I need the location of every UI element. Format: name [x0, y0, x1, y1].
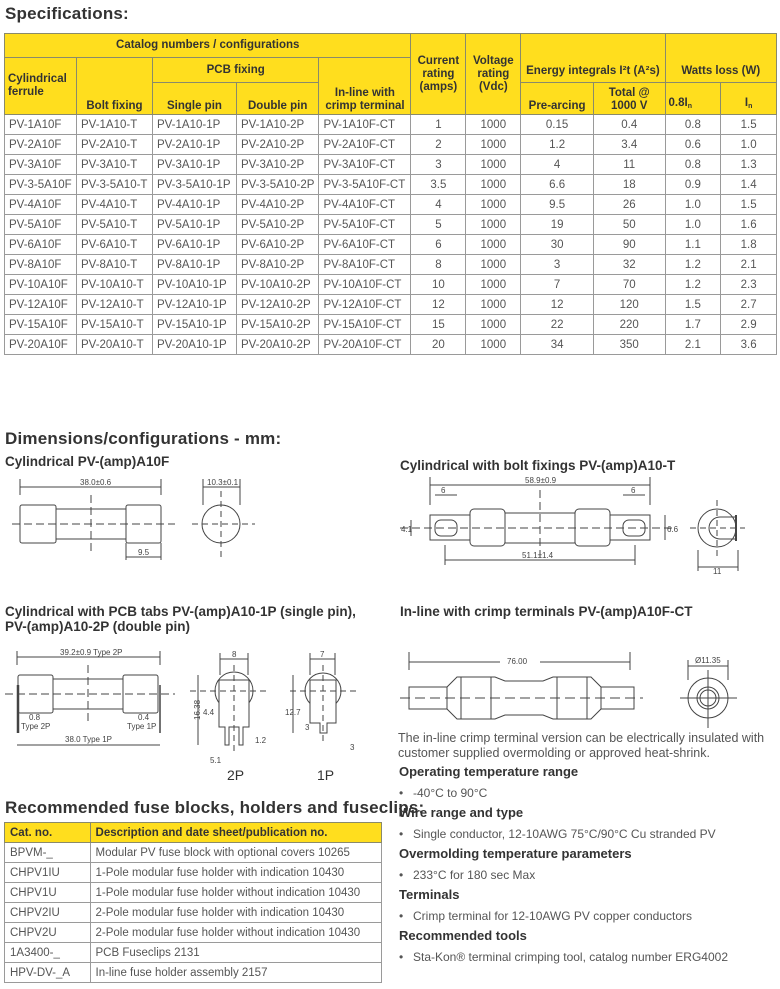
table-cell: PV-12A10-1P [152, 295, 236, 315]
table-row [5, 923, 382, 943]
pcb-drawing-title-2: PV-(amp)A10-2P (double pin) [5, 619, 191, 634]
cat-no-cell: CHPV2U [5, 923, 91, 943]
table-cell: 11 [593, 155, 665, 175]
table-cell: PV-12A10-T [76, 295, 152, 315]
table-cell: 1000 [466, 155, 521, 175]
dimensions-title: Dimensions/configurations - mm: [5, 429, 282, 448]
bolt-fuse-drawing [395, 475, 775, 575]
table-cell: 2 [411, 135, 466, 155]
specifications-title: Specifications: [5, 4, 129, 23]
table-cell: PV-3A10F-CT [319, 155, 411, 175]
table-cell: 220 [593, 315, 665, 335]
spec-heading: Terminals [399, 887, 460, 902]
table-cell: PV-3A10-T [76, 155, 152, 175]
description-cell: Modular PV fuse block with optional covers 10265 [90, 843, 381, 863]
svg-text:2P: 2P [227, 767, 245, 783]
specifications-table [4, 33, 777, 355]
header-energy-group: Energy integrals I²t (A²s) [521, 34, 665, 83]
spec-heading: Operating temperature range [399, 764, 579, 779]
header-cyl-ferrule: Cylindrical ferrule [5, 58, 77, 115]
bullet-icon: • [399, 950, 404, 964]
table-cell: 6 [411, 235, 466, 255]
table-cell: 6.6 [521, 175, 594, 195]
table-cell: 1.1 [665, 235, 721, 255]
table-row [5, 195, 777, 215]
table-cell: 19 [521, 215, 594, 235]
description-cell: In-line fuse holder assembly 2157 [90, 963, 381, 983]
header-catalog-group: Catalog numbers / configurations [5, 34, 411, 58]
svg-text:8: 8 [232, 650, 237, 659]
header-inline: In-line with crimp terminal [319, 58, 411, 115]
cyl-drawing-title: Cylindrical PV-(amp)A10F [5, 454, 170, 469]
header-w08: $0.8I_n$ [665, 83, 721, 115]
cat-no-cell: BPVM-_ [5, 843, 91, 863]
svg-text:6.6: 6.6 [667, 525, 679, 534]
table-cell: 1 [411, 115, 466, 135]
svg-text:1.2: 1.2 [255, 736, 267, 745]
pcb-fuse-drawing [5, 645, 375, 785]
spec-heading: Recommended tools [399, 928, 527, 943]
table-cell: PV-20A10F-CT [319, 335, 411, 355]
table-cell: 7 [521, 275, 594, 295]
table-cell: 12 [411, 295, 466, 315]
table-cell: PV-4A10F [5, 195, 77, 215]
table-cell: PV-3A10-2P [236, 155, 319, 175]
table-cell: 0.8 [665, 115, 721, 135]
svg-text:0.4: 0.4 [138, 713, 150, 722]
table-row [5, 315, 777, 335]
header-double: Double pin [236, 83, 319, 115]
table-cell: 1000 [466, 275, 521, 295]
table-cell: PV-10A10-T [76, 275, 152, 295]
table-cell: 1.0 [665, 195, 721, 215]
svg-text:Ø11.35: Ø11.35 [695, 656, 721, 665]
table-cell: 1.4 [721, 175, 777, 195]
rec-table-body [5, 843, 382, 983]
table-cell: PV-15A10-T [76, 315, 152, 335]
table-cell: PV-10A10-1P [152, 275, 236, 295]
svg-text:3: 3 [305, 723, 310, 732]
table-cell: 0.4 [593, 115, 665, 135]
header-win: $I_n$ [721, 83, 777, 115]
svg-text:9.5: 9.5 [138, 548, 150, 557]
table-cell: PV-6A10F [5, 235, 77, 255]
svg-text:Type 2P: Type 2P [21, 722, 51, 731]
table-cell: 350 [593, 335, 665, 355]
table-cell: 2.9 [721, 315, 777, 335]
table-row [5, 943, 382, 963]
table-row [5, 883, 382, 903]
table-cell: PV-3-5A10-T [76, 175, 152, 195]
recommended-table [4, 822, 382, 983]
table-cell: PV-10A10-2P [236, 275, 319, 295]
table-cell: 9.5 [521, 195, 594, 215]
table-cell: 1.6 [721, 215, 777, 235]
table-cell: PV-2A10F [5, 135, 77, 155]
table-cell: 0.6 [665, 135, 721, 155]
bullet-icon: • [399, 909, 404, 923]
header-voltage: Voltage rating (Vdc) [466, 34, 521, 115]
table-row [5, 155, 777, 175]
table-cell: PV-1A10-T [76, 115, 152, 135]
svg-text:11: 11 [713, 567, 722, 575]
header-watts-group: Watts loss (W) [665, 34, 776, 83]
svg-text:51.1±1.4: 51.1±1.4 [522, 551, 554, 560]
cat-no-cell: CHPV1U [5, 883, 91, 903]
spec-bullet-item [399, 950, 728, 964]
table-cell: 2.1 [721, 255, 777, 275]
svg-text:4.4: 4.4 [203, 708, 215, 717]
table-cell: 32 [593, 255, 665, 275]
table-cell: 4 [521, 155, 594, 175]
svg-text:4.1: 4.1 [401, 525, 413, 534]
table-cell: 2.1 [665, 335, 721, 355]
table-cell: 0.8 [665, 155, 721, 175]
table-cell: 2.3 [721, 275, 777, 295]
table-cell: 1.5 [721, 195, 777, 215]
svg-text:5.1: 5.1 [210, 756, 222, 765]
table-cell: 10 [411, 275, 466, 295]
table-cell: 26 [593, 195, 665, 215]
spec-bullet-text: -40°C to 90°C [413, 786, 488, 800]
table-cell: PV-15A10-1P [152, 315, 236, 335]
description-cell: PCB Fuseclips 2131 [90, 943, 381, 963]
table-cell: 3 [411, 155, 466, 175]
bullet-icon: • [399, 786, 404, 800]
inline-fuse-drawing [395, 650, 775, 730]
table-row [5, 843, 382, 863]
spec-bullet-text: Sta-Kon® terminal crimping tool, catalog number ERG4002 [413, 950, 728, 964]
table-row [5, 175, 777, 195]
table-cell: 1.5 [721, 115, 777, 135]
spec-bullet-item [399, 909, 692, 923]
table-cell: PV-6A10-T [76, 235, 152, 255]
cat-no-cell: CHPV2IU [5, 903, 91, 923]
table-cell: 1.2 [665, 255, 721, 275]
table-cell: 1000 [466, 315, 521, 335]
spec-bullet-text: Single conductor, 12-10AWG 75°C/90°C Cu stranded PV [413, 827, 716, 841]
table-row [5, 863, 382, 883]
header-prearc: Pre-arcing [521, 83, 594, 115]
table-cell: 1000 [466, 135, 521, 155]
table-cell: PV-1A10-1P [152, 115, 236, 135]
svg-text:Type 1P: Type 1P [127, 722, 157, 731]
spec-heading: Overmolding temperature parameters [399, 846, 632, 861]
table-cell: PV-3-5A10-1P [152, 175, 236, 195]
table-cell: PV-1A10F [5, 115, 77, 135]
recommended-title: Recommended fuse blocks, holders and fuseclips: [5, 798, 425, 817]
svg-text:7: 7 [320, 650, 325, 659]
svg-text:6: 6 [441, 486, 446, 495]
description-cell: 1-Pole modular fuse holder without indication 10430 [90, 883, 381, 903]
spec-bullet-text: 233°C for 180 sec Max [413, 868, 536, 882]
table-cell: PV-6A10-2P [236, 235, 319, 255]
inline-drawing-title: In-line with crimp terminals PV-(amp)A10F-CT [400, 604, 693, 619]
cat-no-cell: CHPV1IU [5, 863, 91, 883]
table-cell: 1000 [466, 335, 521, 355]
table-cell: PV-1A10F-CT [319, 115, 411, 135]
svg-text:6: 6 [631, 486, 636, 495]
table-cell: PV-4A10F-CT [319, 195, 411, 215]
table-cell: PV-3A10-1P [152, 155, 236, 175]
cat-no-cell: HPV-DV-_A [5, 963, 91, 983]
table-cell: PV-20A10-2P [236, 335, 319, 355]
table-cell: 5 [411, 215, 466, 235]
table-cell: 1.5 [665, 295, 721, 315]
spec-bullet-item [399, 868, 535, 882]
table-cell: 0.15 [521, 115, 594, 135]
table-cell: PV-1A10-2P [236, 115, 319, 135]
table-cell: 1000 [466, 255, 521, 275]
spec-bullet-item [399, 827, 716, 841]
header-bolt: Bolt fixing [76, 58, 152, 115]
table-cell: PV-2A10-2P [236, 135, 319, 155]
table-cell: 1.7 [665, 315, 721, 335]
svg-text:12.7: 12.7 [285, 708, 301, 717]
spec-table-body [5, 115, 777, 355]
table-cell: 1000 [466, 115, 521, 135]
table-cell: 70 [593, 275, 665, 295]
table-cell: 3.4 [593, 135, 665, 155]
svg-text:76.00: 76.00 [507, 657, 528, 666]
table-cell: PV-4A10-1P [152, 195, 236, 215]
header-total: Total @ 1000 V [593, 83, 665, 115]
table-cell: PV-8A10-T [76, 255, 152, 275]
table-cell: PV-3-5A10F [5, 175, 77, 195]
table-cell: PV-6A10-1P [152, 235, 236, 255]
table-cell: 20 [411, 335, 466, 355]
table-cell: 12 [521, 295, 594, 315]
table-row [5, 215, 777, 235]
table-cell: PV-10A10F [5, 275, 77, 295]
table-cell: PV-4A10-2P [236, 195, 319, 215]
table-cell: 1.8 [721, 235, 777, 255]
table-cell: PV-12A10F-CT [319, 295, 411, 315]
table-cell: PV-5A10-2P [236, 215, 319, 235]
spec-heading: Wire range and type [399, 805, 524, 820]
table-cell: PV-12A10-2P [236, 295, 319, 315]
table-cell: PV-5A10-T [76, 215, 152, 235]
pcb-drawing-title-1: Cylindrical with PCB tabs PV-(amp)A10-1P (single pin), [5, 604, 356, 619]
table-cell: PV-8A10-1P [152, 255, 236, 275]
cylindrical-fuse-drawing [10, 475, 270, 560]
description-cell: 2-Pole modular fuse holder with indication 10430 [90, 903, 381, 923]
table-cell: 15 [411, 315, 466, 335]
svg-text:16.38: 16.38 [193, 699, 202, 720]
table-row [5, 235, 777, 255]
header-single: Single pin [152, 83, 236, 115]
table-cell: PV-5A10F-CT [319, 215, 411, 235]
table-row [5, 275, 777, 295]
table-cell: 3.5 [411, 175, 466, 195]
table-cell: 30 [521, 235, 594, 255]
table-cell: PV-8A10F [5, 255, 77, 275]
spec-bullet-text: Crimp terminal for 12-10AWG PV copper conductors [413, 909, 692, 923]
table-cell: 2.7 [721, 295, 777, 315]
rec-header-catno: Cat. no. [5, 823, 91, 843]
table-cell: 34 [521, 335, 594, 355]
svg-text:38.0 Type 1P: 38.0 Type 1P [65, 735, 112, 744]
svg-text:1P: 1P [317, 767, 335, 783]
table-cell: 1000 [466, 295, 521, 315]
table-cell: PV-2A10F-CT [319, 135, 411, 155]
svg-text:0.8: 0.8 [29, 713, 41, 722]
table-row [5, 903, 382, 923]
table-cell: PV-4A10-T [76, 195, 152, 215]
table-cell: 1000 [466, 215, 521, 235]
table-cell: 120 [593, 295, 665, 315]
table-cell: PV-5A10-1P [152, 215, 236, 235]
table-cell: PV-15A10F [5, 315, 77, 335]
table-row [5, 963, 382, 983]
table-cell: PV-15A10-2P [236, 315, 319, 335]
table-cell: 4 [411, 195, 466, 215]
bullet-icon: • [399, 868, 404, 882]
table-cell: 1.2 [665, 275, 721, 295]
table-cell: 50 [593, 215, 665, 235]
cat-no-cell: 1A3400-_ [5, 943, 91, 963]
table-cell: 18 [593, 175, 665, 195]
description-cell: 1-Pole modular fuse holder with indication 10430 [90, 863, 381, 883]
table-cell: PV-20A10-1P [152, 335, 236, 355]
description-cell: 2-Pole modular fuse holder without indication 10430 [90, 923, 381, 943]
table-cell: 1.0 [665, 215, 721, 235]
bullet-icon: • [399, 827, 404, 841]
svg-text:38.0±0.6: 38.0±0.6 [80, 478, 112, 487]
table-cell: 1000 [466, 195, 521, 215]
table-row [5, 295, 777, 315]
table-cell: PV-10A10F-CT [319, 275, 411, 295]
table-row [5, 255, 777, 275]
table-cell: PV-3A10F [5, 155, 77, 175]
svg-text:39.2±0.9 Type 2P: 39.2±0.9 Type 2P [60, 648, 123, 657]
table-cell: PV-20A10-T [76, 335, 152, 355]
svg-text:3: 3 [350, 743, 355, 752]
table-cell: PV-5A10F [5, 215, 77, 235]
table-cell: 90 [593, 235, 665, 255]
table-cell: 1.0 [721, 135, 777, 155]
table-cell: 3.6 [721, 335, 777, 355]
table-cell: 1000 [466, 235, 521, 255]
table-row [5, 135, 777, 155]
table-row [5, 335, 777, 355]
table-cell: PV-3-5A10F-CT [319, 175, 411, 195]
table-cell: 1.3 [721, 155, 777, 175]
table-cell: 1.2 [521, 135, 594, 155]
table-cell: PV-8A10F-CT [319, 255, 411, 275]
table-cell: 3 [521, 255, 594, 275]
table-cell: PV-8A10-2P [236, 255, 319, 275]
header-pcb-group: PCB fixing [152, 58, 318, 83]
table-cell: PV-12A10F [5, 295, 77, 315]
table-cell: PV-15A10F-CT [319, 315, 411, 335]
table-cell: 8 [411, 255, 466, 275]
inline-note: The in-line crimp terminal version can be electrically insulated with customer supplied overmolding or approved heat-shrink. [398, 731, 765, 760]
table-row [5, 115, 777, 135]
rec-header-desc: Description and date sheet/publication no. [90, 823, 381, 843]
table-cell: PV-3-5A10-2P [236, 175, 319, 195]
table-cell: 22 [521, 315, 594, 335]
svg-text:58.9±0.9: 58.9±0.9 [525, 476, 557, 485]
svg-text:10.3±0.1: 10.3±0.1 [207, 478, 239, 487]
table-cell: PV-2A10-1P [152, 135, 236, 155]
bolt-drawing-title: Cylindrical with bolt fixings PV-(amp)A10-T [400, 458, 676, 473]
header-current: Current rating (amps) [411, 34, 466, 115]
table-cell: PV-2A10-T [76, 135, 152, 155]
table-cell: 1000 [466, 175, 521, 195]
table-cell: PV-20A10F [5, 335, 77, 355]
table-cell: PV-6A10F-CT [319, 235, 411, 255]
table-cell: 0.9 [665, 175, 721, 195]
